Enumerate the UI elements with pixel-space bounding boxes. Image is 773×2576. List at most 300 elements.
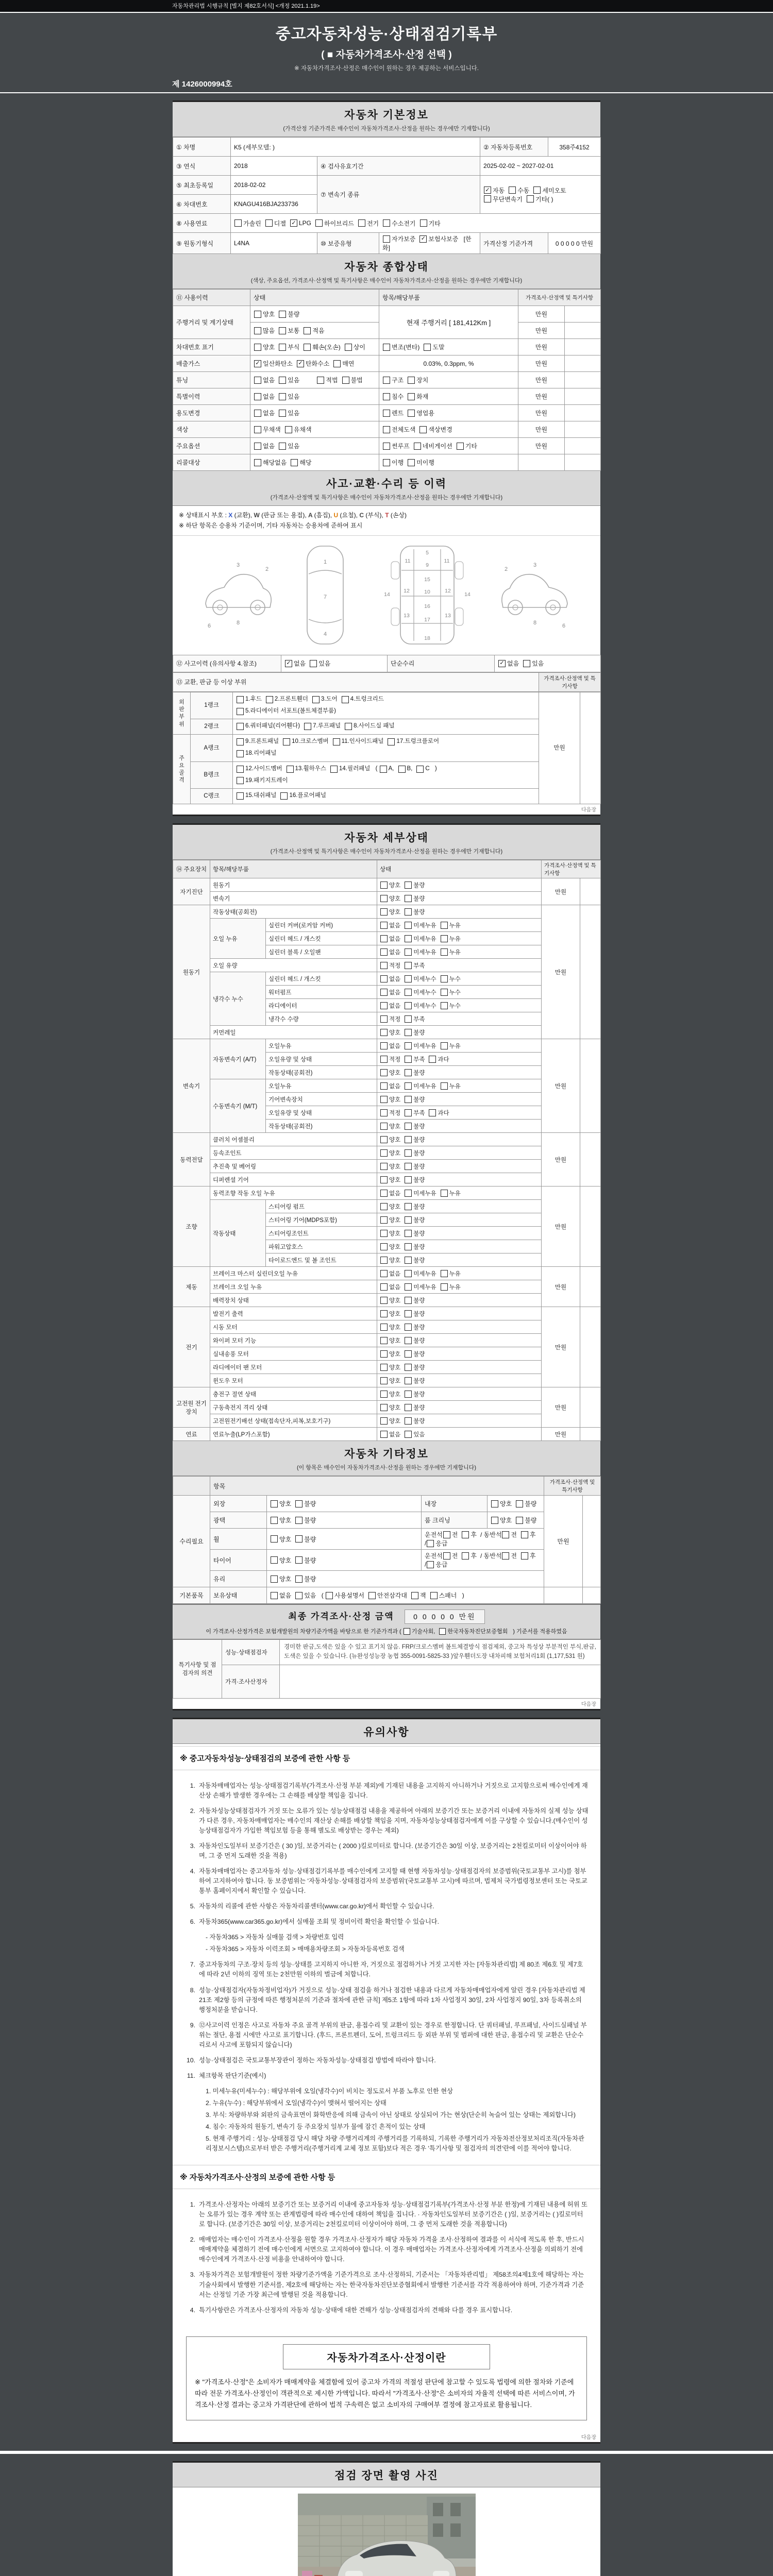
checkbox-불량[interactable] [405,1122,425,1130]
checkbox-icon [266,696,273,703]
checkbox-불량[interactable] [405,1028,425,1037]
checkbox-양호[interactable] [380,1296,400,1304]
checkbox-전[interactable] [443,1551,458,1560]
checkbox-없음[interactable] [380,935,400,943]
checkbox-label: 없음 [507,660,519,668]
checkbox-불량[interactable] [405,1136,425,1144]
checkbox-불량[interactable] [405,1229,425,1238]
checkbox-도말[interactable] [424,343,444,351]
checkbox-미세누유[interactable] [405,1283,436,1291]
checkbox-label: 전 [511,1531,517,1539]
checkbox-불량[interactable] [405,1149,425,1157]
checkbox-양호[interactable] [254,310,275,318]
checkbox-icon [380,1404,388,1411]
checkbox-미세누유[interactable] [405,921,436,929]
cell [377,1307,542,1320]
checkbox-불량[interactable] [405,1256,425,1264]
checkbox-양호[interactable] [380,1403,400,1412]
checkbox-부족[interactable] [405,1109,425,1117]
checkbox-전[interactable] [502,1530,517,1539]
checkbox-양호[interactable] [491,1499,512,1508]
checkbox-불량[interactable] [279,310,299,318]
checkbox-많음[interactable] [254,326,275,335]
checkbox-불량[interactable] [405,1390,425,1398]
checkbox-label: 불량 [413,1418,425,1425]
checkbox-불량[interactable] [295,1535,316,1544]
checkbox-3.도어[interactable] [312,694,338,705]
table-row [173,1146,601,1160]
checkbox-양호[interactable] [380,1256,400,1264]
checkbox-불량[interactable] [405,1310,425,1318]
checkbox-양호[interactable] [254,343,275,351]
checkbox-기술사회,[interactable] [404,1627,435,1635]
table-row [173,905,601,919]
checkbox-응급[interactable] [427,1560,447,1569]
checkbox-양호[interactable] [380,1323,400,1331]
checkbox-없음[interactable] [380,1189,400,1197]
notice-subitem: 1. 미세누유(미세누수) : 해당부위에 오일(냉각수)이 비치는 정도로서 부품 노후로 인한 현상 [206,2087,453,2095]
checkbox-불량[interactable] [405,1243,425,1251]
table-row [173,692,601,719]
checkbox-icon [380,1270,388,1277]
checkbox-미이행[interactable] [408,458,434,467]
checkbox-기타( )[interactable] [527,195,553,204]
checkbox-후[interactable] [521,1530,536,1539]
checkbox-icon [380,1324,388,1331]
cell: 제동 [173,1267,210,1307]
checkbox-보험사보증[interactable] [419,234,458,243]
checkbox-1.후드[interactable] [237,694,262,705]
checkbox-미세누수[interactable] [405,975,436,983]
checkbox-미세누수[interactable] [405,1002,436,1010]
checkbox-label: 10.크로스멤버 [292,738,329,745]
cell: ⑬ 교환, 판금 등 이상 부위 [173,672,539,691]
table-row [173,176,601,195]
checkbox-양호[interactable] [380,1229,400,1238]
checkbox-양호[interactable] [271,1535,291,1544]
car-diagram-side-left [197,542,275,648]
section-subtitle: (이 항목은 매수인이 자동차가격조사·산정을 원하는 경우에만 기재합니다) [296,1465,477,1471]
checkbox-LPG[interactable] [290,219,311,227]
checkbox-누유[interactable] [441,935,461,943]
checkbox-불량[interactable] [516,1499,536,1508]
checkbox-불량[interactable] [405,1095,425,1104]
checkbox-9.프론트패널[interactable] [237,736,279,748]
inspector-opinion-table [173,1639,601,1699]
checkbox-8.사이드실 패널[interactable] [345,721,394,732]
cell: ④ 검사유효기간 [317,157,480,176]
checkbox-icon [380,1216,388,1224]
cell: 광택 [210,1512,267,1529]
checkbox-안전삼각대[interactable] [368,1591,407,1600]
checkbox-누유[interactable] [441,1082,461,1090]
checkbox-A,[interactable] [380,764,394,775]
checkbox-label: 미세누유 [413,1190,436,1197]
checkbox-누유[interactable] [441,1042,461,1050]
cell: 만원 [544,1496,583,1587]
cell [250,388,379,405]
checkbox-적정[interactable] [380,1109,400,1117]
checkbox-양호[interactable] [380,1202,400,1211]
checkbox-탄화수소[interactable] [297,359,329,368]
checkbox-양호[interactable] [380,1136,400,1144]
checkbox-전[interactable] [443,1530,458,1539]
checkbox-4.트렁크리드[interactable] [342,694,384,705]
checkbox-불법[interactable] [342,376,363,384]
section-title: 점검 장면 촬영 사진 [334,2469,439,2482]
checkbox-없음[interactable] [380,988,400,996]
checkbox-양호[interactable] [380,1350,400,1358]
checkbox-14.필러패널[interactable] [330,764,370,775]
checkbox-후[interactable] [521,1551,536,1560]
checkbox-적정[interactable] [380,961,400,970]
section-overall-state [173,254,600,289]
checkbox-불량[interactable] [516,1516,536,1524]
checkbox-양호[interactable] [380,1162,400,1171]
checkbox-불량[interactable] [405,1069,425,1077]
checkbox-icon [380,1069,388,1076]
checkbox-icon [405,1404,412,1411]
notice-text: 가격조사·산정자는 아래의 보증기간 또는 보증거리 이내에 중고자동차 성능·상태점검기록부(가격조사·산정 부분 한정)에 기재된 내용에 허위 또는 오류가 있는 경우 계약 또는 관계법령에 따라 매수인에 대하여 책임을 집니다. · 자동차인도일부터 보증기간은 ( )일, 보증거리는 ( )킬로미터로 합니다. (보증기간은 30일 이상, 보증거리는 2천킬로미터 이상이어야 하며, 그 중 먼저 도래한 것을 적용합니다) [199,2201,587,2228]
cell: L4NA [231,233,317,254]
checkbox-label: 렌트 [392,410,404,417]
checkbox-있음[interactable] [279,442,299,450]
checkbox-해당[interactable] [291,458,311,467]
state-code-T: T [385,512,391,519]
checkbox-양호[interactable] [380,1176,400,1184]
checkbox-양호[interactable] [380,1390,400,1398]
cell: 작동상태(공회전) [266,1066,377,1079]
cell: 원동기 [173,905,210,1039]
document-title: 중고자동차성능·상태점검기록부 [275,26,498,43]
checkbox-양호[interactable] [380,1095,400,1104]
checkbox-있음[interactable] [279,392,299,401]
checkbox-label: 누유 [449,936,461,942]
checkbox-불량[interactable] [405,1417,425,1425]
cell: 오일누유 [266,1079,377,1093]
checkbox-부족[interactable] [405,961,425,970]
checkbox-양호[interactable] [380,1149,400,1157]
checkbox-17.트렁크플로어[interactable] [388,736,439,748]
checkbox-미세누수[interactable] [405,988,436,996]
checkbox-누유[interactable] [441,1283,461,1291]
checkbox-적정[interactable] [380,1015,400,1023]
table-row [173,1374,601,1387]
cell: 룸 크리닝 [422,1512,488,1529]
checkbox-양호[interactable] [380,1216,400,1224]
checkbox-누유[interactable] [441,921,461,929]
checkbox-불량[interactable] [295,1556,316,1565]
checkbox-없음[interactable] [498,659,519,668]
checkbox-한국자동차진단보증협회[interactable] [439,1627,508,1635]
cell [379,388,518,405]
checkbox-장치[interactable] [408,376,428,384]
checkbox-훼손(오손)[interactable] [304,343,340,351]
checkbox-있음[interactable] [310,659,330,668]
checkbox-양호[interactable] [380,1243,400,1251]
checkbox-icon [295,1500,303,1507]
checkbox-양호[interactable] [271,1556,291,1565]
checkbox-적음[interactable] [304,326,324,335]
checkbox-label: 없음 [263,393,275,400]
checkbox-렌트[interactable] [383,409,404,417]
checkbox-미세누유[interactable] [405,1082,436,1090]
checkbox-12.사이드멤버[interactable] [237,764,282,775]
checkbox-매연[interactable] [333,359,354,368]
checkbox-불량[interactable] [295,1574,316,1583]
checkbox-없음[interactable] [254,409,275,417]
checkbox-icon [405,1417,412,1425]
checkbox-10.크로스멤버[interactable] [283,736,329,748]
checkbox-불량[interactable] [405,1336,425,1345]
checkbox-양호[interactable] [380,1028,400,1037]
checkbox-없음[interactable] [380,1430,400,1438]
checkbox-미세누유[interactable] [405,948,436,956]
checkbox-적정[interactable] [380,1055,400,1063]
checkbox-label: 없음 [294,660,306,668]
checkbox-불량[interactable] [405,1323,425,1331]
checkbox-양호[interactable] [271,1516,291,1524]
checkbox-누유[interactable] [441,1269,461,1278]
checkbox-없음[interactable] [380,948,400,956]
checkbox-불량[interactable] [405,1202,425,1211]
checkbox-icon [491,1500,498,1507]
checkbox-미세누유[interactable] [405,1042,436,1050]
checkbox-없음[interactable] [254,442,275,450]
checkbox-없음[interactable] [254,376,275,384]
cell [267,1550,422,1571]
checkbox-미세누유[interactable] [405,1189,436,1197]
cell [377,1133,542,1146]
checkbox-label: 무단변속기 [493,195,523,203]
checkbox-양호[interactable] [380,1310,400,1318]
checkbox-없음[interactable] [254,392,275,401]
checkbox-자동[interactable] [484,186,505,195]
checkbox-없음[interactable] [380,975,400,983]
checkbox-수동[interactable] [509,186,529,195]
checkbox-11.인사이드패널[interactable] [333,736,384,748]
checkbox-양호[interactable] [380,1336,400,1345]
checkbox-양호[interactable] [380,908,400,916]
checkbox-양호[interactable] [380,881,400,889]
checkbox-부족[interactable] [405,1015,425,1023]
cell [379,372,518,388]
checkbox-없음[interactable] [380,1269,400,1278]
cell: 성능·상태점검자 [222,1640,280,1665]
checkbox-전[interactable] [502,1551,517,1560]
checkbox-있음[interactable] [279,376,299,384]
checkbox-양호[interactable] [271,1574,291,1583]
checkbox-B,[interactable] [398,764,413,775]
checkbox-전기[interactable] [358,219,379,228]
checkbox-무채색[interactable] [254,425,281,434]
checkbox-불량[interactable] [405,1176,425,1184]
checkbox-양호[interactable] [380,1069,400,1077]
checkbox-icon [280,792,288,800]
cell [250,454,379,471]
checkbox-불량[interactable] [405,1296,425,1304]
checkbox-양호[interactable] [380,1363,400,1371]
checkbox-후[interactable] [462,1530,477,1539]
checkbox-누수[interactable] [441,988,461,996]
checkbox-자가보증[interactable] [383,234,415,243]
checkbox-변조(변타)[interactable] [383,343,419,351]
checkbox-과다[interactable] [429,1055,449,1063]
checkbox-icon [405,975,412,982]
checkbox-icon [237,792,244,800]
checkbox-있음[interactable] [279,409,299,417]
section-extra-info [173,1441,600,1476]
checkbox-가솔린[interactable] [234,219,261,228]
checkbox-icon [516,1500,523,1507]
checkbox-불량[interactable] [405,1403,425,1412]
checkbox-기타[interactable] [420,219,441,228]
pricing-info-box [186,2336,587,2420]
checkbox-icon [279,443,286,450]
checkbox-icon [405,1324,412,1331]
checkbox-스패너[interactable] [430,1591,457,1600]
extra-info-table [173,1476,601,1604]
checkbox-5.라디에이터 서포트(볼트체결부품)[interactable] [237,706,336,717]
checkbox-보통[interactable] [279,326,299,335]
checkbox-불량[interactable] [405,1363,425,1371]
checkbox-침수[interactable] [383,392,404,401]
checkbox-불량[interactable] [405,1377,425,1385]
checkbox-응급[interactable] [427,1539,447,1548]
checkbox-label: 누유 [449,949,461,956]
checkbox-디젤[interactable] [265,219,286,228]
cell [377,1361,542,1374]
checkbox-양호[interactable] [380,1417,400,1425]
checkbox-없음[interactable] [285,659,306,668]
checkbox-icon [443,1552,450,1560]
cell [565,355,601,372]
checkbox-기타[interactable] [457,442,477,450]
checkbox-유채색[interactable] [285,425,312,434]
checkbox-무단변속기[interactable] [484,195,523,204]
checkbox-썬루프[interactable] [383,442,410,450]
cell: 0 0 0 0 0 만원 [548,233,601,254]
checkbox-icon [237,750,244,757]
checkbox-양호[interactable] [380,1122,400,1130]
cell [377,1267,542,1280]
checkbox-icon [441,922,448,929]
car-diagrams [173,536,600,655]
cell [580,1428,601,1441]
checkbox-있음[interactable] [295,1591,316,1600]
checkbox-누유[interactable] [441,948,461,956]
table-row [173,719,601,735]
checkbox-icon [405,1029,412,1036]
checkbox-누수[interactable] [441,1002,461,1010]
cell [377,1079,542,1093]
checkbox-색상변경[interactable] [419,425,452,434]
checkbox-13.휠하우스[interactable] [287,764,326,775]
table-row [173,1334,601,1347]
checkbox-사용설명서[interactable] [326,1591,364,1600]
checkbox-없음[interactable] [380,1082,400,1090]
price-survey-note: ※ 자동차가격조사·산정은 매수인이 원하는 경우 제공하는 서비스입니다. [294,65,479,72]
checkbox-과다[interactable] [429,1109,449,1117]
checkbox-불량[interactable] [405,1216,425,1224]
checkbox-미세누유[interactable] [405,1269,436,1278]
checkbox-누수[interactable] [441,975,461,983]
checkbox-있음[interactable] [405,1430,425,1438]
checkbox-7.루프패널[interactable] [304,721,341,732]
cell: 만원 [518,306,565,323]
checkbox-잭[interactable] [411,1591,426,1600]
checkbox-불량[interactable] [405,894,425,903]
checkbox-해당없음[interactable] [254,458,287,467]
checkbox-label: 양호 [389,1070,401,1076]
checkbox-불량[interactable] [295,1499,316,1508]
checkbox-불량[interactable] [295,1516,316,1524]
notice-item [182,1902,589,1911]
checkbox-미세누유[interactable] [405,935,436,943]
checkbox-없음[interactable] [380,1283,400,1291]
checkbox-16.플로어패널[interactable] [280,790,326,802]
checkbox-icon [380,1391,388,1398]
checkbox-없음[interactable] [380,921,400,929]
checkbox-일산화탄소[interactable] [254,359,293,368]
checkbox-구조[interactable] [383,376,404,384]
checkbox-없음[interactable] [271,1591,291,1600]
checkbox-6.쿼터패널(리어휀다)[interactable] [237,721,300,732]
checkbox-전체도색[interactable] [383,425,415,434]
checkbox-영업용[interactable] [408,409,434,417]
checkbox-불량[interactable] [405,1350,425,1358]
cell [377,945,542,959]
table-row [173,1133,601,1146]
checkbox-15.대쉬패널[interactable] [237,790,276,802]
checkbox-양호[interactable] [380,1377,400,1385]
checkbox-부족[interactable] [405,1055,425,1063]
cell: 만원 [518,355,565,372]
checkbox-하이브리드[interactable] [315,219,354,228]
checkbox-화재[interactable] [408,392,428,401]
notice-number: 2. [190,1807,195,1815]
section-title: 자동차 기본정보 [344,109,429,121]
table-row [173,672,601,691]
checkbox-부식[interactable] [279,343,299,351]
checkbox-상이[interactable] [345,343,365,351]
checkbox-이행[interactable] [383,458,404,467]
checkbox-icon [405,1096,412,1103]
checkbox-적법[interactable] [317,376,338,384]
checkbox-불량[interactable] [405,908,425,916]
checkbox-2.프론트휀더[interactable] [266,694,308,705]
checkbox-있음[interactable] [523,659,544,668]
checkbox-양호[interactable] [271,1499,291,1508]
checkbox-label: 후 [470,1531,477,1539]
checkbox-양호[interactable] [491,1516,512,1524]
checkbox-누유[interactable] [441,1189,461,1197]
checkbox-수소전기[interactable] [383,219,415,228]
checkbox-양호[interactable] [380,894,400,903]
checkbox-C[interactable] [416,764,429,775]
checkbox-불량[interactable] [405,1162,425,1171]
checkbox-label: 불량 [413,1096,425,1103]
checkbox-없음[interactable] [380,1002,400,1010]
checkbox-icon [441,1190,448,1197]
checkbox-19.패키지트레이[interactable] [237,775,288,787]
checkbox-네비게이션[interactable] [414,442,452,450]
checkbox-후[interactable] [462,1551,477,1560]
checkbox-불량[interactable] [405,881,425,889]
checkbox-세미오토[interactable] [533,186,566,195]
checkbox-18.리어패널[interactable] [237,748,276,759]
checkbox-없음[interactable] [380,1042,400,1050]
